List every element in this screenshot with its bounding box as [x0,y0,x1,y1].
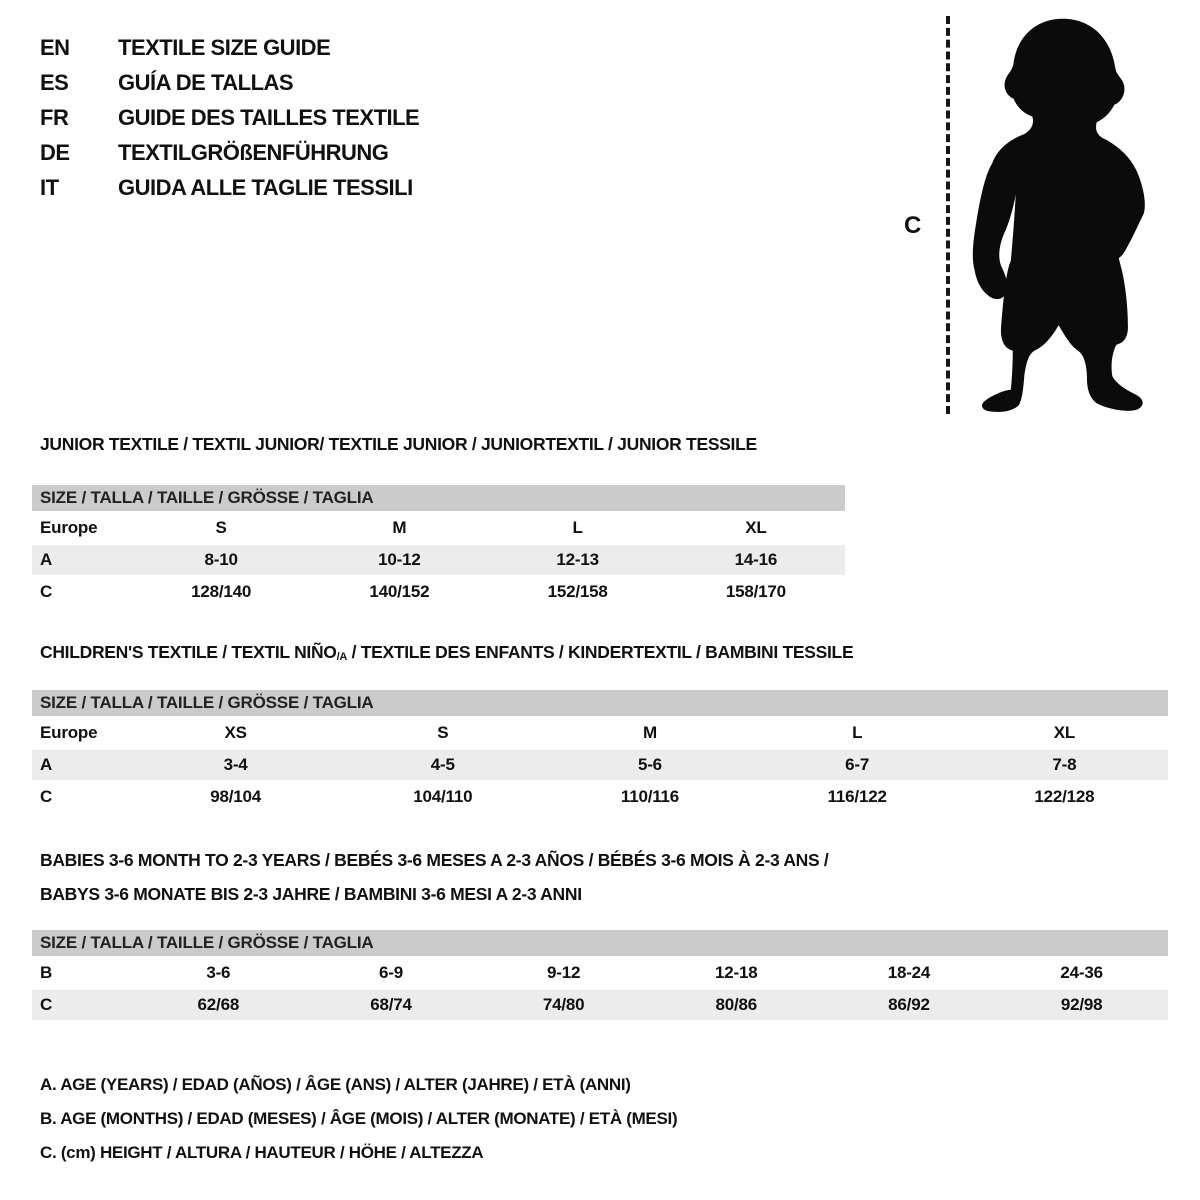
size-header: SIZE / TALLA / TAILLE / GRÖSSE / TAGLIA [32,690,1168,716]
table-cell: 86/92 [823,990,996,1020]
row-label: C [40,787,53,806]
language-row [40,100,419,135]
language-title: GUIDE DES TAILLES TEXTILE [118,104,420,130]
language-row [40,30,419,65]
junior-size-table [32,483,845,609]
language-list [40,30,419,205]
children-title-subscript: /A [336,651,348,663]
table-row [32,545,845,575]
table-cell: 9-12 [547,963,581,982]
table-row [32,750,1168,780]
table-cell: 116/122 [827,787,887,806]
language-code: DE [40,139,70,165]
row-label: B [40,963,53,982]
table-cell: 110/116 [620,787,680,806]
language-row [40,170,419,205]
table-cell: 80/86 [650,990,823,1020]
row-label: Europe [40,518,98,537]
table-cell: M [392,518,407,537]
table-cell: 158/170 [725,582,786,601]
language-code: IT [40,174,59,200]
row-label: Europe [40,723,98,742]
table-row [32,513,845,543]
babies-size-table [32,928,1168,1022]
table-cell: 4-5 [339,750,546,780]
table-cell: 62/68 [132,990,305,1020]
children-section-title [40,642,853,663]
table-cell: 10-12 [310,545,488,575]
table-cell: L [852,723,863,742]
language-code: ES [40,69,69,95]
table-cell: 92/98 [995,990,1168,1020]
language-title: GUIDA ALLE TAGLIE TESSILI [118,174,413,200]
table-row [32,958,1168,988]
language-title: TEXTILGRÖßENFÜHRUNG [118,139,389,165]
babies-section-title-line2: BABYS 3-6 MONATE BIS 2-3 JAHRE / BAMBINI 3-6 MESI A 2-3 ANNI [40,884,582,904]
language-row [40,65,419,100]
table-cell: XS [224,723,247,742]
table-row [32,990,1168,1020]
language-code: EN [40,34,70,60]
table-cell: L [572,518,583,537]
table-cell: 3-4 [132,750,339,780]
table-cell: 12-18 [715,963,758,982]
table-row [32,782,1168,812]
table-cell: 104/110 [413,787,473,806]
legend-line-a: A. AGE (YEARS) / EDAD (AÑOS) / ÂGE (ANS) / ALTER (JAHRE) / ETÀ (ANNI) [40,1075,631,1094]
table-cell: 12-13 [489,545,667,575]
table-cell: 14-16 [667,545,845,575]
table-header-row [32,485,845,511]
table-row [32,718,1168,748]
table-row [32,577,845,607]
table-cell: 24-36 [1060,963,1103,982]
table-cell: 128/140 [191,582,252,601]
table-cell: 7-8 [961,750,1168,780]
children-title-prefix: CHILDREN'S TEXTILE / TEXTIL NIÑO [40,642,337,662]
table-cell: 152/158 [547,582,608,601]
row-label: C [32,990,132,1020]
babies-section-title-line1: BABIES 3-6 MONTH TO 2-3 YEARS / BEBÉS 3-6 MESES A 2-3 AÑOS / BÉBÉS 3-6 MOIS À 2-3 ANS / [40,850,829,870]
language-code: FR [40,104,69,130]
table-cell: S [437,723,449,742]
table-cell: S [215,518,227,537]
table-header-row [32,690,1168,716]
legend-line-b: B. AGE (MONTHS) / EDAD (MESES) / ÂGE (MOIS) / ALTER (MONATE) / ETÀ (MESI) [40,1109,678,1128]
legend [40,1068,677,1170]
language-title: TEXTILE SIZE GUIDE [118,34,331,60]
table-cell: 122/128 [1034,787,1095,806]
row-label: A [32,750,132,780]
toddler-silhouette-icon [962,14,1167,416]
table-cell: 140/152 [369,582,430,601]
table-cell: 6-9 [378,963,403,982]
table-cell: 98/104 [210,787,261,806]
children-title-suffix: / TEXTILE DES ENFANTS / KINDERTEXTIL / BAMBINI TESSILE [347,642,854,662]
table-cell: XL [745,518,767,537]
table-cell: XL [1053,723,1076,742]
language-title: GUÍA DE TALLAS [118,69,294,95]
table-cell: 8-10 [132,545,310,575]
table-cell: 5-6 [546,750,753,780]
table-cell: 3-6 [206,963,231,982]
row-label: A [32,545,132,575]
table-cell: 6-7 [754,750,961,780]
table-cell: 18-24 [887,963,931,982]
junior-section-title: JUNIOR TEXTILE / TEXTIL JUNIOR/ TEXTILE JUNIOR / JUNIORTEXTIL / JUNIOR TESSILE [40,434,757,454]
table-cell: 68/74 [305,990,478,1020]
height-measure-dashed-line [946,16,950,414]
table-header-row [32,930,1168,956]
height-measure-label: C [904,212,922,239]
language-row [40,135,419,170]
size-header: SIZE / TALLA / TAILLE / GRÖSSE / TAGLIA [32,930,1168,956]
size-header: SIZE / TALLA / TAILLE / GRÖSSE / TAGLIA [32,485,845,511]
legend-line-c: C. (cm) HEIGHT / ALTURA / HAUTEUR / HÖHE / ALTEZZA [40,1143,484,1162]
row-label: C [40,582,53,601]
children-size-table [32,688,1168,814]
table-cell: 74/80 [477,990,650,1020]
table-cell: M [642,723,657,742]
